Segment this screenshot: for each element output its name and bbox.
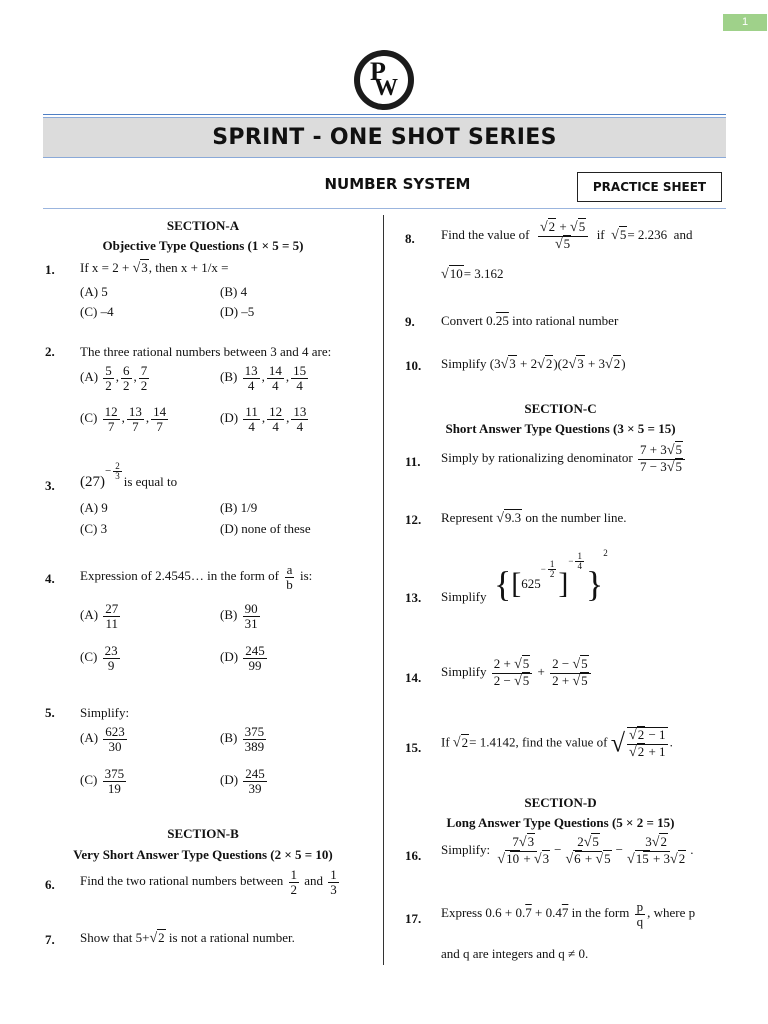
question-13-text: Simplify: [441, 589, 487, 604]
question-3-text: $(27)^{- \frac{2}{3}}$ is equal to: [80, 461, 178, 490]
question-number: 14.: [405, 670, 422, 685]
option-d: (D) $\frac{11}{4}$ , $\frac{12}{4}$ , $\frac{13}{4}$: [220, 404, 307, 434]
page-number-badge: 1: [723, 14, 767, 31]
question-10-text: Simplify (3√3 + 2√2)(2√3 + 3√2): [441, 356, 626, 372]
question-9-text: Convert 0.25 into rational number: [441, 313, 619, 328]
section-c-subtitle: Short Answer Type Questions (3 × 5 = 15): [445, 421, 676, 436]
section-b-subtitle: Very Short Answer Type Questions (2 × 5 = 10): [73, 847, 333, 862]
question-8-condition: √10= 3.162: [441, 266, 504, 282]
question-number: 11.: [405, 454, 421, 469]
logo-letter-p: P: [370, 57, 386, 86]
question-number: 2.: [45, 344, 55, 359]
page-title: SPRINT - ONE SHOT SERIES: [212, 125, 557, 150]
option: (C) 3: [80, 521, 108, 536]
title-banner: [43, 117, 726, 158]
question-number: 17.: [405, 911, 422, 926]
option: (B) 4: [220, 284, 248, 299]
question-number: 5.: [45, 705, 55, 720]
option: (A) 9: [80, 500, 108, 515]
question-12-text: Represent √9.3 on the number line.: [441, 510, 627, 526]
question-2-text: The three rational numbers between 3 and 4 are:: [80, 344, 332, 359]
option-b: (B) $\frac{13}{4}$ , $\frac{14}{4}$ , $\frac{15}{4}$: [220, 363, 307, 393]
question-4-text: Expression of 2.4545… in the form of $\frac{a}{b}$ is:: [80, 562, 313, 592]
logo-letter-w: W: [374, 75, 398, 101]
option: (C) –4: [80, 304, 114, 319]
question-number: 4.: [45, 571, 55, 586]
header-rule: [43, 114, 726, 115]
question-11-text: Simply by rationalizing denominator $\frac{7 + 3√5}{7 - 3√5}$: [441, 443, 687, 475]
option-b: (B) $\frac{90}{31}$: [220, 601, 258, 631]
question-14-text: Simplify $\frac{2 + √5}{2 - √5}$ + $\frac{2 - √5}{2 + √5}$: [441, 657, 593, 689]
section-d-subtitle: Long Answer Type Questions (5 × 2 = 15): [446, 815, 675, 830]
section-a-subtitle: Objective Type Questions (1 × 5 = 5): [102, 238, 304, 253]
option: (A) 5: [80, 284, 108, 299]
section-a-title: SECTION-A: [166, 218, 240, 233]
question-number: 13.: [405, 590, 422, 605]
question-number: 16.: [405, 848, 422, 863]
subheader-rule: [43, 208, 726, 209]
question-6-text: Find the two rational numbers between $\frac{1}{2}$ and $\frac{1}{3}$: [80, 867, 337, 897]
option: (D) –5: [220, 304, 255, 319]
practice-sheet-box: PRACTICE SHEET: [577, 172, 722, 202]
question-number: 7.: [45, 932, 55, 947]
option-c: (C) $\frac{23}{9}$: [80, 643, 118, 673]
section-b-title: SECTION-B: [167, 826, 239, 841]
section-d-title: SECTION-D: [524, 795, 597, 810]
question-15-text: If √2= 1.4142, find the value of √ $\frac{√2 - 1}{√2 + 1}$ .: [441, 727, 673, 760]
question-17-condition: and q are integers and q ≠ 0.: [441, 946, 589, 961]
option-a: (A) $\frac{27}{11}$: [80, 601, 119, 631]
question-8-text: Find the value of $\frac{√2 + √5}{√5}$ if √5= 2.236 and: [441, 219, 693, 252]
question-17-text: Express 0.6 + 0.7 + 0.47 in the form $\frac{p}{q}$ , where p: [441, 899, 696, 929]
question-number: 3.: [45, 478, 55, 493]
option-d: (D) $\frac{245}{39}$: [220, 766, 265, 796]
question-number: 15.: [405, 740, 422, 755]
question-number: 6.: [45, 877, 55, 892]
option-a: (A) $\frac{623}{30}$: [80, 724, 125, 754]
option: (B) 1/9: [220, 500, 258, 515]
question-number: 10.: [405, 358, 422, 373]
question-number: 8.: [405, 231, 415, 246]
option-b: (B) $\frac{375}{389}$: [220, 724, 265, 754]
question-16-text: Simplify: $\frac{7√3}{√10 + √3}$ − $\frac{2√5}{√6 + √5}$ − $\frac{3√2}{√15 + 3√2}$ .: [441, 834, 694, 867]
column-divider: [383, 215, 384, 965]
question-1-text: If x = 2 + √3, then x + 1/x =: [80, 260, 229, 276]
option-d: (D) $\frac{245}{99}$: [220, 643, 265, 673]
question-13-expression: {[$625^{- \frac{1}{2}}$ ]$^{- \frac{1}{4}}$ }$^2$: [494, 547, 608, 604]
question-number: 1.: [45, 262, 55, 277]
subject-heading: NUMBER SYSTEM: [324, 175, 471, 193]
section-c-title: SECTION-C: [524, 401, 597, 416]
pw-logo: [354, 50, 414, 110]
question-7-text: Show that 5+√2 is not a rational number.: [80, 930, 295, 946]
option: (D) none of these: [220, 521, 311, 536]
question-5-text: Simplify:: [80, 705, 130, 720]
option-a: (A) $\frac{5}{2}$ , $\frac{6}{2}$ , $\frac{7}{2}$: [80, 363, 148, 393]
question-number: 12.: [405, 512, 422, 527]
question-number: 9.: [405, 314, 415, 329]
option-c: (C) $\frac{12}{7}$ , $\frac{13}{7}$ , $\frac{14}{7}$: [80, 404, 167, 434]
option-c: (C) $\frac{375}{19}$: [80, 766, 125, 796]
